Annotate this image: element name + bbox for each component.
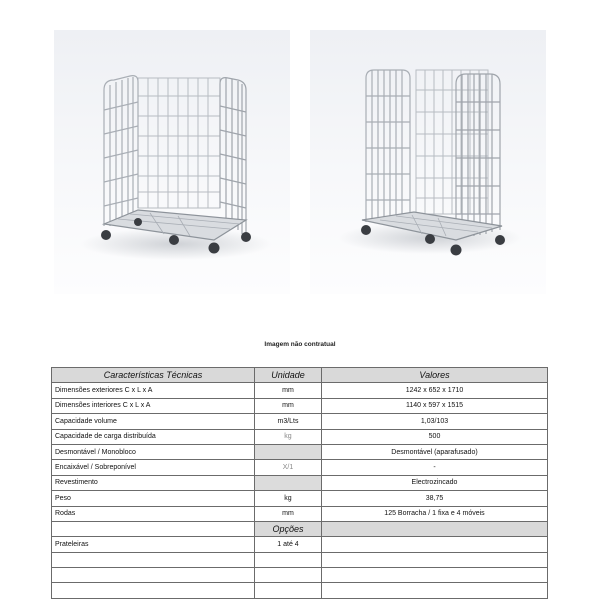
image-disclaimer-caption: Imagem não contratual xyxy=(264,341,336,348)
table-row xyxy=(52,506,548,521)
option-value xyxy=(322,583,548,598)
row-label: Peso xyxy=(52,491,255,506)
roll-cage-angled-illustration xyxy=(54,30,290,294)
options-header-values-spacer xyxy=(322,521,548,536)
option-label xyxy=(52,583,255,598)
table-row xyxy=(52,398,548,413)
row-value: 125 Borracha / 1 fixa e 4 móveis xyxy=(322,506,548,521)
option-row xyxy=(52,552,548,567)
row-label: Dimensões exteriores C x L x A xyxy=(52,383,255,398)
option-label: Prateleiras xyxy=(52,537,255,552)
table-row xyxy=(52,444,548,459)
options-header: Opções xyxy=(255,521,322,536)
row-unit: m3/Lts xyxy=(255,414,322,429)
table-header-row xyxy=(52,368,548,383)
table-row xyxy=(52,414,548,429)
option-row xyxy=(52,537,548,552)
row-label: Capacidade de carga distribuída xyxy=(52,429,255,444)
roll-cage-front-illustration xyxy=(310,30,546,294)
row-value: - xyxy=(322,460,548,475)
row-unit xyxy=(255,475,322,490)
option-row xyxy=(52,583,548,598)
row-unit: mm xyxy=(255,506,322,521)
row-value: 1242 x 652 x 1710 xyxy=(322,383,548,398)
row-label: Rodas xyxy=(52,506,255,521)
table-row xyxy=(52,429,548,444)
technical-specs-table xyxy=(51,367,548,599)
row-label: Dimensões interiores C x L x A xyxy=(52,398,255,413)
roll-cage-photo-left xyxy=(54,30,290,294)
row-unit: mm xyxy=(255,383,322,398)
row-unit: kg xyxy=(255,491,322,506)
row-unit: mm xyxy=(255,398,322,413)
row-value: 1,03/103 xyxy=(322,414,548,429)
header-values: Valores xyxy=(322,368,548,383)
options-header-row xyxy=(52,521,548,536)
option-unit xyxy=(255,583,322,598)
option-label xyxy=(52,568,255,583)
row-value: 38,75 xyxy=(322,491,548,506)
option-unit xyxy=(255,552,322,567)
option-unit xyxy=(255,568,322,583)
table-row xyxy=(52,460,548,475)
row-label: Encaixável / Sobreponível xyxy=(52,460,255,475)
option-unit: 1 até 4 xyxy=(255,537,322,552)
row-unit: X/1 xyxy=(255,460,322,475)
table-row xyxy=(52,491,548,506)
option-value xyxy=(322,552,548,567)
table-row xyxy=(52,475,548,490)
row-label: Capacidade volume xyxy=(52,414,255,429)
roll-cage-photo-right xyxy=(310,30,546,294)
row-unit: kg xyxy=(255,429,322,444)
option-value xyxy=(322,568,548,583)
option-label xyxy=(52,552,255,567)
row-value: Electrozincado xyxy=(322,475,548,490)
option-row xyxy=(52,568,548,583)
options-header-spacer xyxy=(52,521,255,536)
row-label: Desmontável / Monobloco xyxy=(52,444,255,459)
header-unit: Unidade xyxy=(255,368,322,383)
table-row xyxy=(52,383,548,398)
header-characteristics: Características Técnicas xyxy=(52,368,255,383)
row-value: Desmontável (aparafusado) xyxy=(322,444,548,459)
option-value xyxy=(322,537,548,552)
row-value: 500 xyxy=(322,429,548,444)
row-label: Revestimento xyxy=(52,475,255,490)
row-unit xyxy=(255,444,322,459)
row-value: 1140 x 597 x 1515 xyxy=(322,398,548,413)
